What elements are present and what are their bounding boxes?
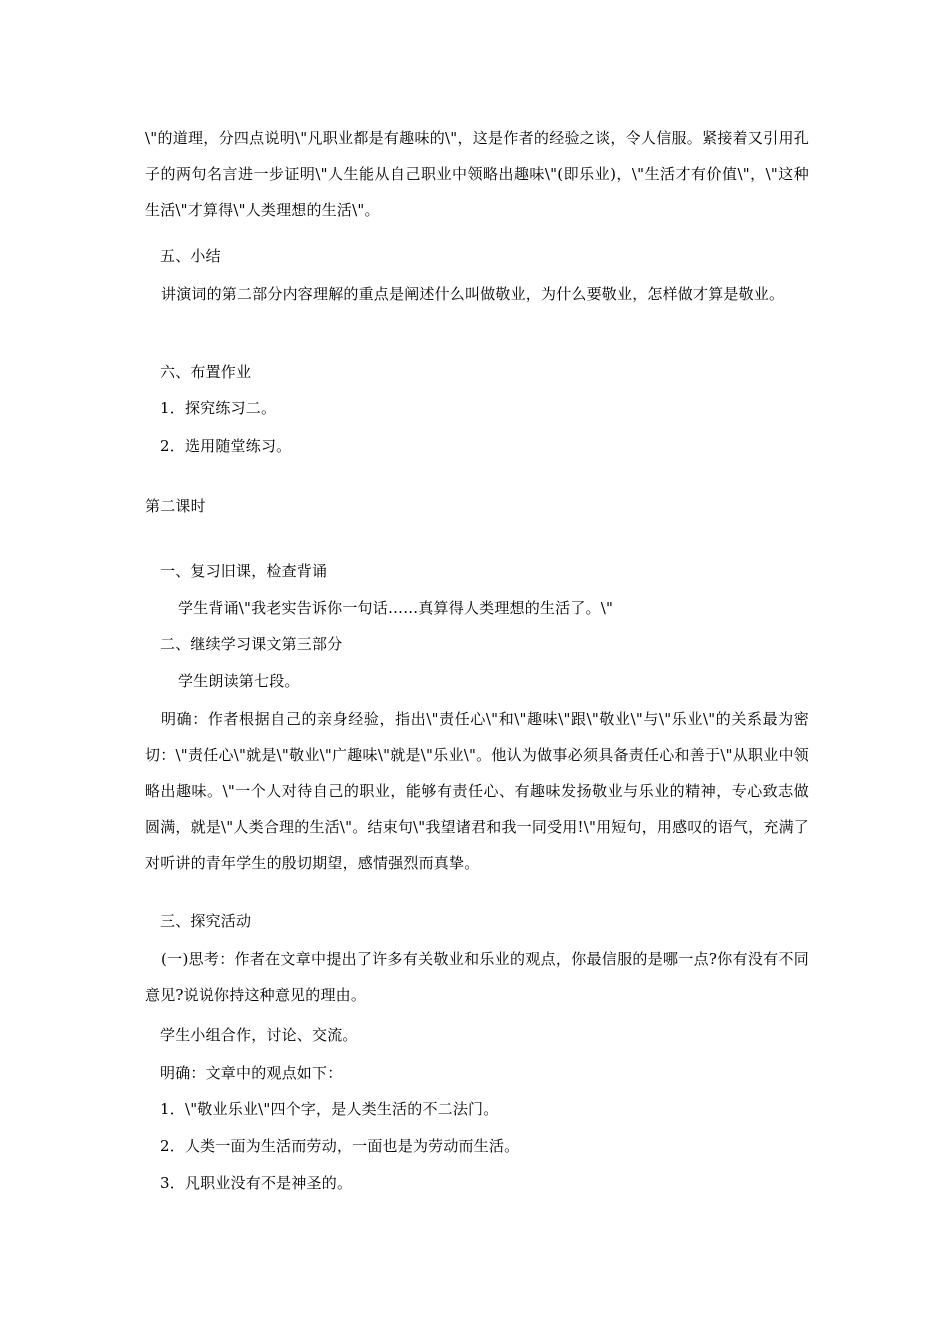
- paragraph-summary: 讲演词的第二部分内容理解的重点是阐述什么叫做敬业，为什么要敬业，怎样做才算是敬业。: [161, 285, 785, 303]
- paragraph-recitation: 学生背诵\"我老实告诉你一句话……真算得人类理想的生活了。\": [178, 599, 614, 617]
- heading-review: 一、复习旧课，检查背诵: [160, 562, 328, 580]
- paragraph-thinking: (一)思考：作者在文章中提出了许多有关敬业和乐业的观点，你最信服的是哪一点?你有没有不同意见?说说你持这种意见的理由。: [145, 950, 809, 1004]
- viewpoint-item-2: 2．人类一面为生活而劳动，一面也是为劳动而生活。: [160, 1137, 520, 1155]
- heading-summary: 五、小结: [160, 247, 221, 265]
- paragraph-clarification: 明确：作者根据自己的亲身经验，指出\"责任心\"和\"趣味\"跟\"敬业\"与\"乐业\"的关系最为密切：\"责任心\"就是\"敬业\"广趣味\"就是\"乐业\"。他认为做事必须具备责任心和善于\"从职业中领略出趣味。\"一个人对待自己的职业，能够有责任心、有趣味发扬敬业与乐业的精神，专心致志做圆满，就是\"人类合理的生活\"。结束句\"我望诸君和我一同受用!\"用短句，用感叹的语气，充满了对听讲的青年学生的殷切期望，感情强烈而真挚。: [145, 710, 809, 872]
- section-title-second-lesson: 第二课时: [145, 497, 206, 515]
- viewpoint-item-3: 3．凡职业没有不是神圣的。: [160, 1174, 353, 1192]
- homework-item-2: 2．选用随堂练习。: [160, 437, 292, 455]
- heading-inquiry: 三、探究活动: [160, 912, 252, 930]
- paragraph-reasoning: \"的道理，分四点说明\"凡职业都是有趣味的\"，这是作者的经验之谈，令人信服。紧接着又引用孔子的两句名言进一步证明\"人生能从自己职业中领略出趣味\"(即乐业)，\"生活才有价值\"，\"这种生活\"才算得\"人类理想的生活\"。: [145, 129, 809, 219]
- heading-homework: 六、布置作业: [160, 363, 252, 381]
- paragraph-group-work: 学生小组合作，讨论、交流。: [160, 1026, 358, 1044]
- viewpoint-item-1: 1．\"敬业乐业\"四个字，是人类生活的不二法门。: [160, 1100, 499, 1118]
- paragraph-reading: 学生朗读第七段。: [178, 672, 300, 690]
- heading-part-three: 二、继续学习课文第三部分: [160, 635, 343, 653]
- homework-item-1: 1．探究练习二。: [160, 399, 277, 417]
- paragraph-viewpoints-intro: 明确：文章中的观点如下：: [160, 1064, 343, 1082]
